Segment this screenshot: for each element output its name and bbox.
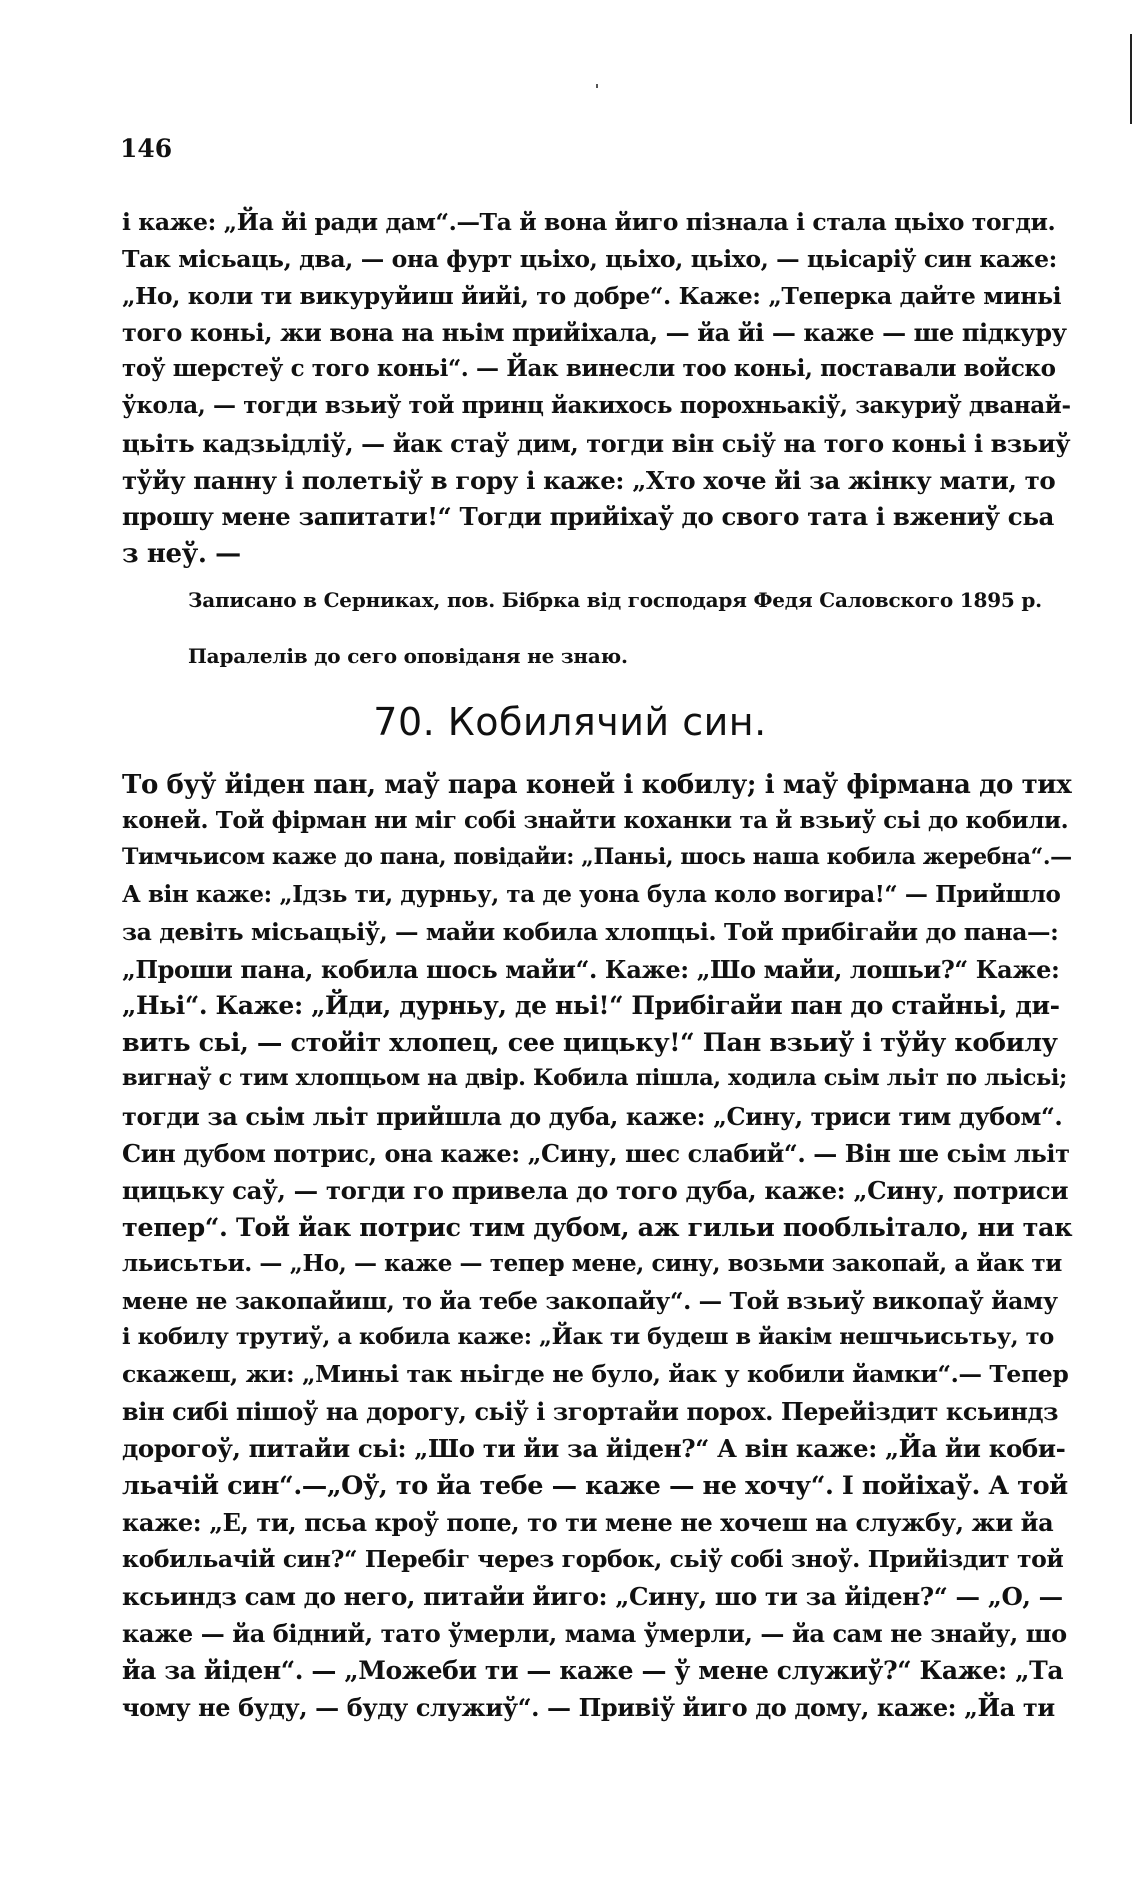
parallels-note: Паралелів до сего оповіданя не знаю.	[188, 644, 628, 668]
text-line: тепер“. Той йак потрис тим дубом, аж гильи пообльітало, ни так	[122, 1212, 1073, 1243]
text-line: кобильачій син?“ Перебіг через горбок, сьіў собі зноў. Прийіздит той	[122, 1544, 1064, 1573]
text-line: ксьиндз сам до него, питайи йиго: „Сину, шо ти за йіден?“ — „О, —	[122, 1581, 1063, 1611]
text-line: і кобилу трутиў, а кобила каже: „Йак ти будеш в йакім нешчьисьтьу, то	[122, 1323, 1054, 1350]
margin-dot	[596, 84, 598, 88]
text-line: цицьку саў, — тогди го привела до того дуба, каже: „Сину, потриси	[122, 1175, 1069, 1205]
page-number: 146	[120, 134, 173, 163]
text-line: прошу мене запитати!“ Тогди прийіхаў до свого тата і вжениў сьа	[122, 502, 1055, 532]
text-line: льачій син“.—„Оў, то йа тебе — каже — не хочу“. І пойіхаў. А той	[122, 1471, 1068, 1502]
text-line: цьіть кадзьідліў, — йак стаў дим, тогди він сьіў на того коньі і взьиў	[122, 428, 1071, 458]
text-line: „Ньі“. Каже: „Йди, дурньу, де ньі!“ Прибігайи пан до стайньі, ди-	[122, 991, 1060, 1021]
text-line: з неў. —	[122, 539, 241, 570]
text-line: льисьтьи. — „Но, — каже — тепер мене, сину, возьми закопай, а йак ти	[122, 1249, 1062, 1277]
margin-mark	[1130, 34, 1132, 124]
text-line: То буў йіден пан, маў пара коней і кобилу; і маў фірмана до тих	[122, 770, 1072, 800]
text-line: каже: „Е, ти, псьа кроў попе, то ти мене не хочеш на службу, жи йа	[122, 1508, 1054, 1537]
text-line: і каже: „Йа йі ради дам“.—Та й вона йиго пізнала і стала цьіхо тогди.	[122, 208, 1056, 236]
text-line: дорогоў, питайи сьі: „Шо ти йи за йіден?“ А він каже: „Йа йи коби-	[122, 1434, 1066, 1464]
text-line: Тимчьисом каже до пана, повідайи: „Паньі, шось наша кобила жеребна“.—	[122, 843, 1072, 870]
text-line: вить сьі, — стойіт хлопец, сее цицьку!“ Пан взьиў і тўйу кобилу	[122, 1028, 1058, 1059]
text-line: тўйу панну і полетьіў в гору і каже: „Хто хоче йі за жінку мати, то	[122, 465, 1056, 495]
text-line: каже — йа бідний, тато ўмерли, мама ўмерли, — йа сам не знайу, шо	[122, 1618, 1067, 1648]
text-line: А він каже: „Ідзь ти, дурньу, та де уона була коло вогира!“ — Прийшло	[122, 880, 1061, 908]
text-line: коней. Той фірман ни міг собі знайти коханки та й взьиў сьі до кобили.	[122, 806, 1069, 834]
text-line: Так місьаць, два, — она фурт цьіхо, цьіхо, цьіхо, — цьісаріў син каже:	[122, 244, 1057, 273]
text-line: йа за йіден“. — „Можеби ти — каже — ў мене служиў?“ Каже: „Та	[122, 1655, 1064, 1685]
section-title: 70. Кобилячий син.	[373, 700, 767, 744]
text-line: „Но, коли ти викуруйиш йийі, то добре“. Каже: „Теперка дайте миньі	[122, 281, 1062, 310]
text-line: за девіть місьацьіў, — майи кобила хлопцьі. Той прибігайи до пана—:	[122, 917, 1059, 946]
text-line: він сибі пішоў на дорогу, сьіў і згортайи порох. Перейіздит ксьиндз	[122, 1397, 1059, 1427]
text-line: тогди за сьім льіт прийшла до дуба, каже: „Сину, триси тим дубом“.	[122, 1102, 1063, 1132]
text-line: Син дубом потрис, она каже: „Сину, шес слабий“. — Він ше сьім льіт	[122, 1139, 1070, 1168]
text-line: того коньі, жи вона на ньім прийіхала, — йа йі — каже — ше підкуру	[122, 318, 1067, 348]
text-line: вигнаў с тим хлопцьом на двір. Кобила пішла, ходила сьім льіт по льісьі;	[122, 1065, 1067, 1092]
text-line: чому не буду, — буду служиў“. — Привіў йиго до дому, каже: „Йа ти	[122, 1692, 1055, 1722]
text-line: тоў шерстеў с того коньі“. — Йак винесли тоо коньі, поставали войско	[122, 355, 1056, 383]
source-note: Записано в Серниках, пов. Бібрка від господаря Федя Саловского 1895 р.	[188, 588, 1042, 612]
text-line: мене не закопайиш, то йа тебе закопайу“. — Той взьиў викопаў йаму	[122, 1286, 1058, 1315]
text-line: скажеш, жи: „Миньі так ньігде не було, йак у кобили йамки“.— Тепер	[122, 1360, 1069, 1389]
text-line: ўкола, — тогди взьиў той принц йакихось порохньакіў, закуриў дванай-	[122, 392, 1071, 419]
text-line: „Проши пана, кобила шось майи“. Каже: „Шо майи, лошьи?“ Каже:	[122, 954, 1060, 984]
